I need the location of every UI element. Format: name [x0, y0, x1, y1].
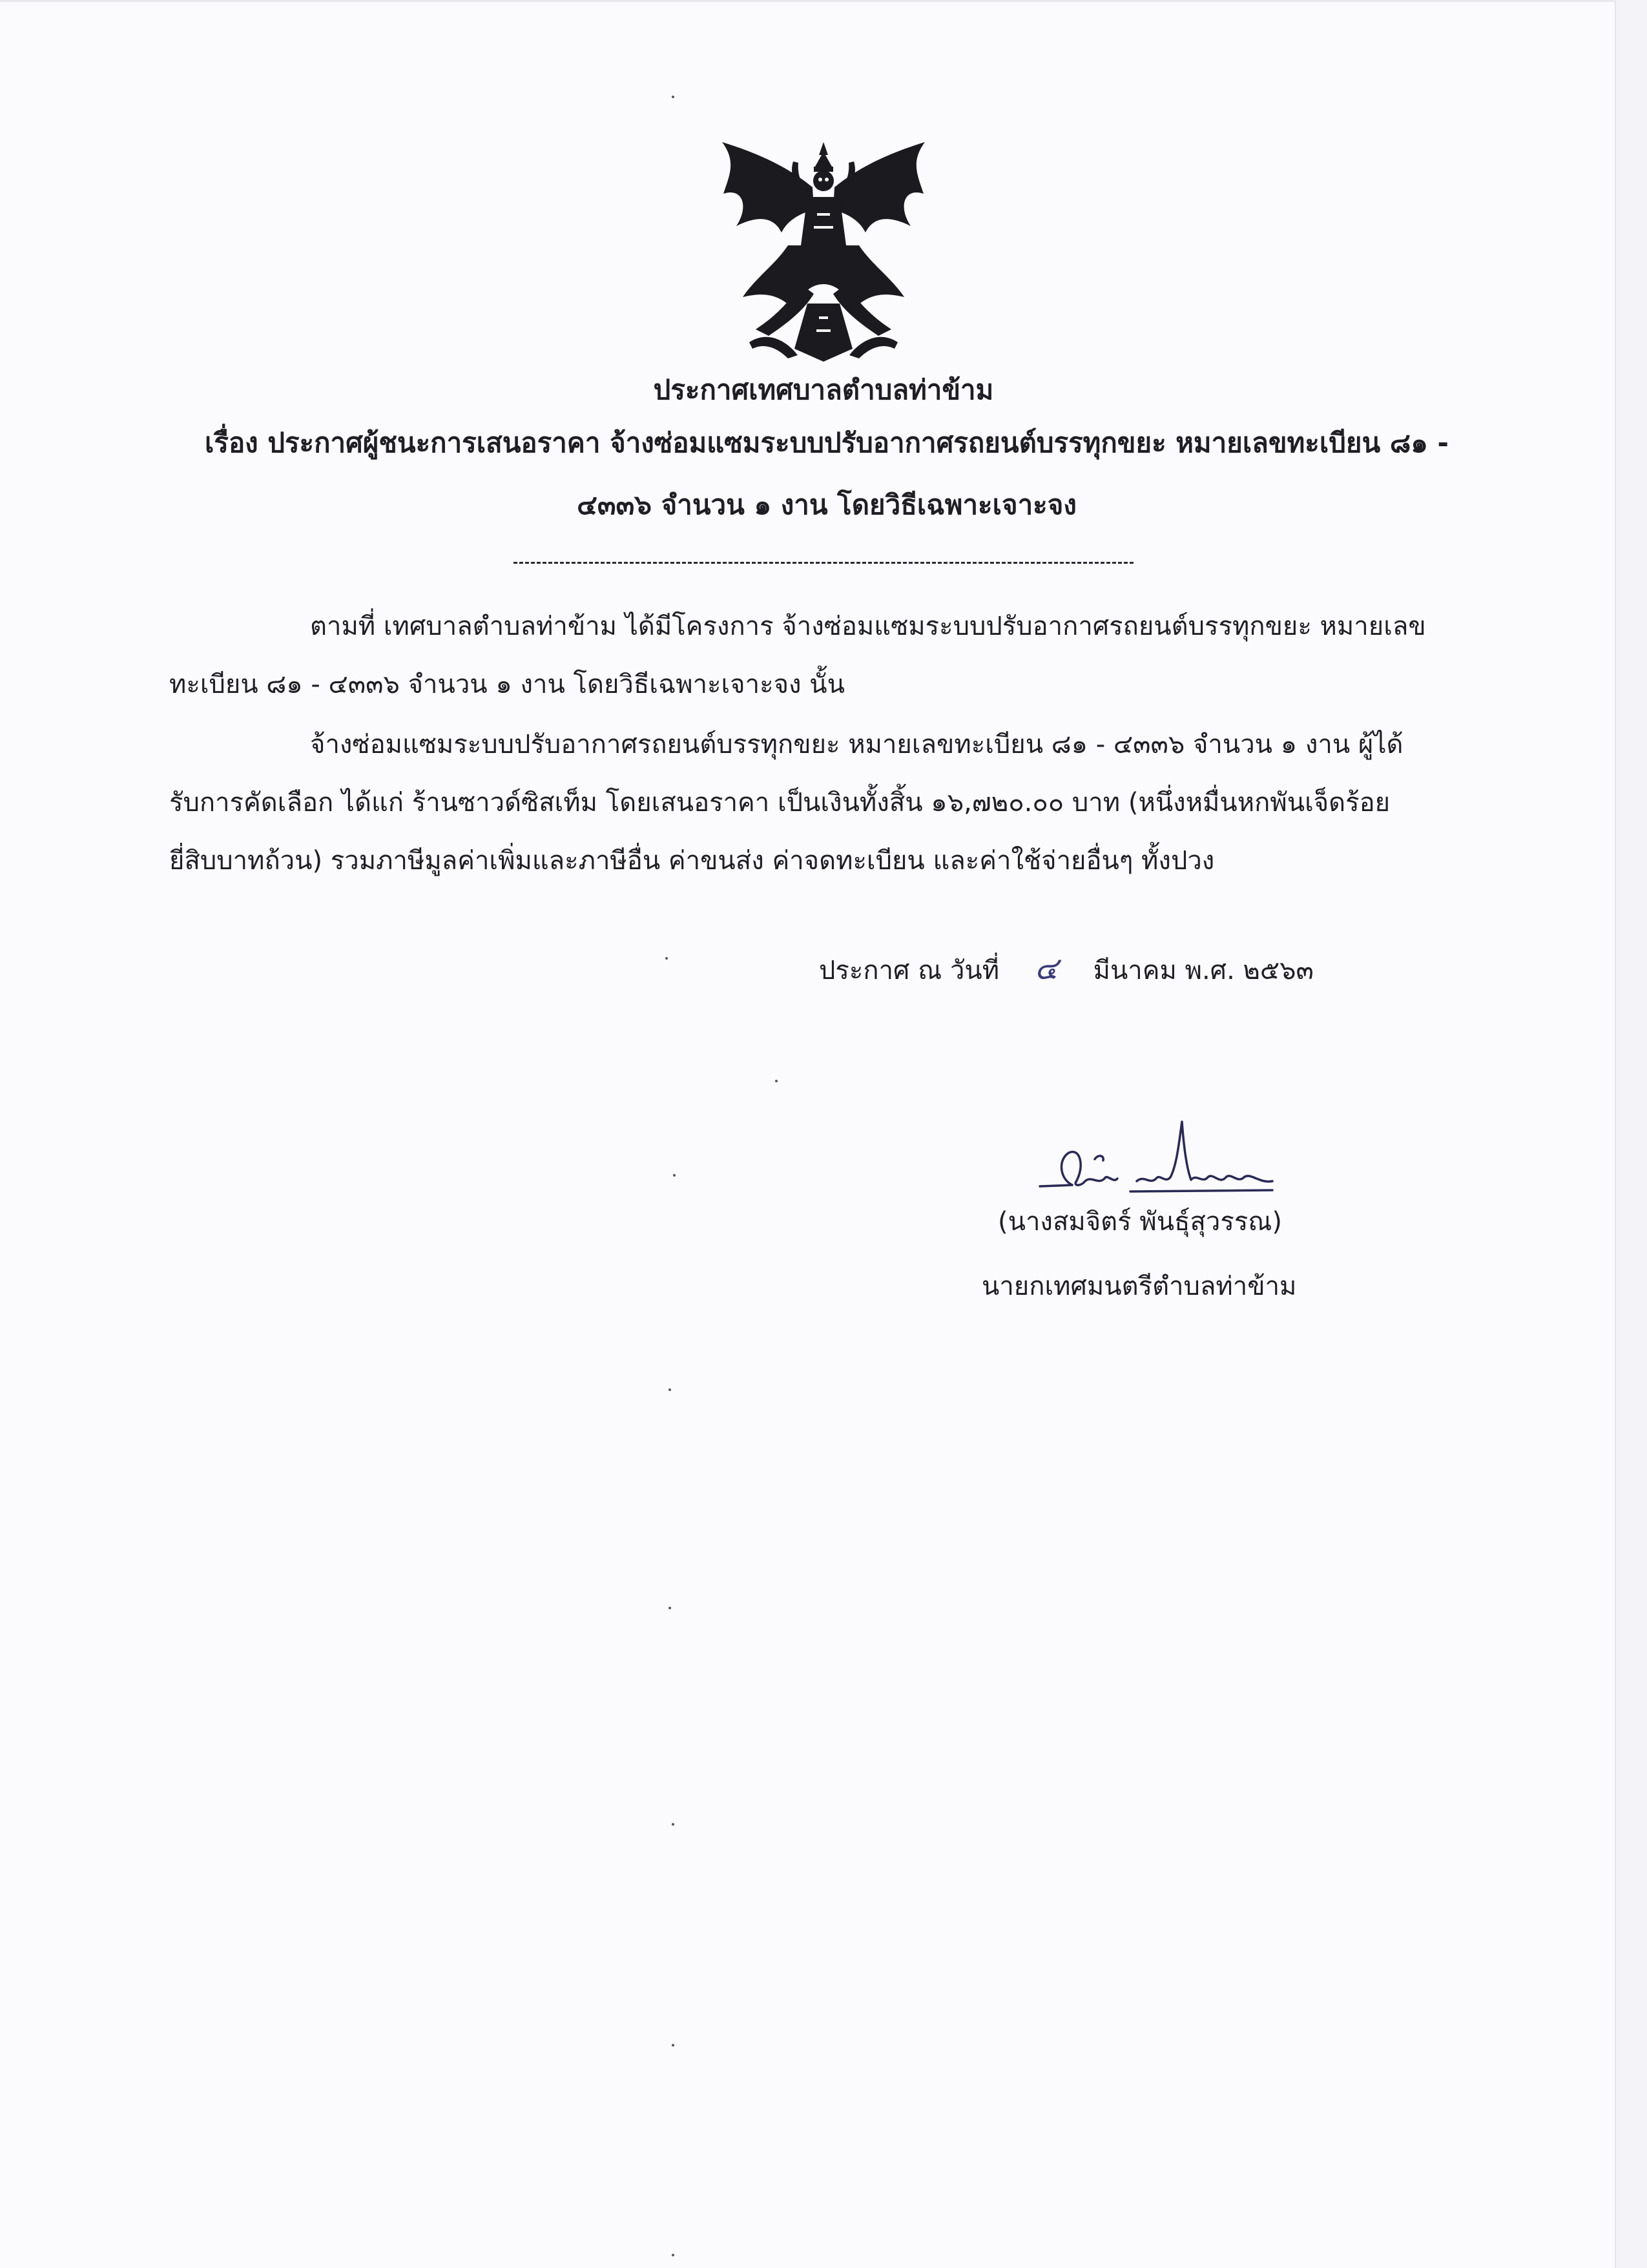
scan-speck — [672, 1823, 674, 1826]
paragraph-2 — [169, 716, 1461, 890]
signer-title: นายกเทศมนตรีตำบลท่าข้าม — [982, 1272, 1297, 1301]
date-prefix: ประกาศ ณ วันที่ — [819, 956, 1000, 985]
issuer-title: ประกาศเทศบาลตำบลท่าข้าม — [653, 374, 994, 406]
scan-speck — [668, 1388, 671, 1391]
subject-line-1: เรื่อง ประกาศผู้ชนะการเสนอราคา จ้างซ่อมแซมระบบปรับอากาศรถยนต์บรรทุกขยะ หมายเลขทะเบียน ๘๑ - — [205, 427, 1449, 459]
paragraph-2-line-3: ยี่สิบบาทถ้วน) รวมภาษีมูลค่าเพิ่มและภาษีอื่น ค่าขนส่ง ค่าจดทะเบียน และค่าใช้จ่ายอื่นๆ ทั้งปวง — [169, 846, 1215, 876]
subject-heading — [187, 424, 1466, 524]
scan-speck — [672, 2044, 674, 2046]
date-month-year: มีนาคม พ.ศ. ๒๕๖๓ — [1093, 956, 1314, 985]
signer-name: (นางสมจิตร์ พันธุ์สุวรรณ) — [998, 1207, 1283, 1237]
announcement-date — [819, 949, 1314, 990]
paragraph-1-line-2: ทะเบียน ๘๑ - ๔๓๓๖ จำนวน ๑ งาน โดยวิธีเฉพาะเจาะจง นั้น — [169, 670, 845, 699]
handwritten-signature — [1033, 1114, 1279, 1204]
scan-speck — [668, 1607, 671, 1609]
divider-line — [513, 562, 1134, 564]
date-day-handwritten: ๔ — [1034, 951, 1059, 987]
scan-speck — [673, 1174, 676, 1177]
paragraph-1 — [169, 597, 1461, 714]
scan-speck — [665, 957, 668, 960]
paragraph-1-line-1: ตามที่ เทศบาลตำบลท่าข้าม ได้มีโครงการ จ้างซ่อมแซมระบบปรับอากาศรถยนต์บรรทุกขยะ หมายเลข — [310, 612, 1426, 641]
scan-speck — [775, 1080, 778, 1082]
scan-speck — [672, 2254, 674, 2256]
paragraph-2-line-2: รับการคัดเลือก ได้แก่ ร้านซาวด์ซิสเท็ม โดยเสนอราคา เป็นเงินทั้งสิ้น ๑๖,๗๒๐.๐๐ บาท (หนึ่งหมื่นหกพันเจ็ดร้อย — [169, 788, 1391, 818]
paragraph-2-line-1: จ้างซ่อมแซมระบบปรับอากาศรถยนต์บรรทุกขยะ หมายเลขทะเบียน ๘๑ - ๔๓๓๖ จำนวน ๑ งาน ผู้ได้ — [310, 730, 1404, 759]
garuda-emblem-icon — [717, 136, 930, 368]
scan-speck — [672, 96, 674, 98]
subject-line-2: ๔๓๓๖ จำนวน ๑ งาน โดยวิธีเฉพาะเจาะจง — [577, 489, 1077, 521]
